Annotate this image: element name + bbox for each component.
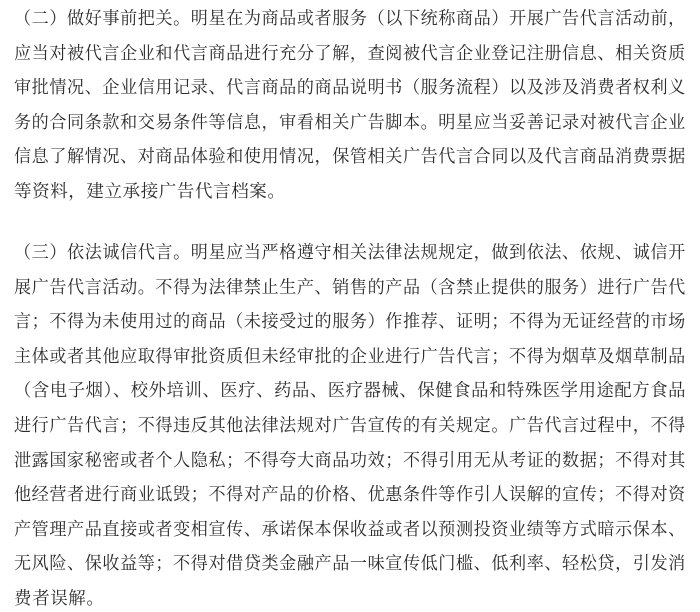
text-line: 进行广告代言；不得违反其他法律法规对广告宣传的有关规定。广告代言过程中，不得: [14, 415, 686, 436]
text-line: （三）依法诚信代言。明星应当严格遵守相关法律法规规定，做到依法、依规、诚信开: [14, 242, 686, 263]
paragraph-lawful-endorsement: [14, 240, 686, 612]
text-line: 展广告代言活动。不得为法律禁止生产、销售的产品（含禁止提供的服务）进行广告代: [14, 277, 686, 298]
text-line: 无风险、保收益等；不得对借贷类金融产品一味宣传低门槛、低利率、轻松贷，引发消: [14, 554, 686, 575]
text-line: （二）做好事前把关。明星在为商品或者服务（以下统称商品）开展广告代言活动前，: [14, 9, 686, 29]
text-line: （含电子烟）、校外培训、医疗、药品、医疗器械、保健食品和特殊医学用途配方食品: [14, 381, 687, 402]
text-line: 费者误解。: [14, 588, 105, 609]
text-line: 产管理产品直接或者变相宣传、承诺保本保收益或者以预测投资业绩等方式暗示保本、: [14, 519, 686, 540]
text-line: 信息了解情况、对商品体验和使用情况，保管相关广告代言合同以及代言商品消费票据: [14, 147, 686, 168]
text-line: 应当对被代言企业和代言商品进行充分了解，查阅被代言企业登记注册信息、相关资质: [14, 43, 686, 64]
text-line: 他经营者进行商业诋毁；不得对产品的价格、优惠条件等作引人误解的宣传；不得对资: [14, 485, 686, 506]
text-line: 等资料，建立承接广告代言档案。: [14, 181, 286, 202]
paragraph-pre-check: [14, 6, 686, 205]
paragraph-spacer: [14, 205, 686, 240]
text-line: 审批情况、企业信用记录、代言商品的商品说明书（服务流程）以及涉及消费者权利义: [14, 78, 686, 99]
text-line: 主体或者其他应取得审批资质但未经审批的企业进行广告代言；不得为烟草及烟草制品: [14, 346, 686, 367]
text-line: 言；不得为未使用过的商品（未接受过的服务）作推荐、证明；不得为无证经营的市场: [14, 312, 686, 333]
text-line: 泄露国家秘密或者个人隐私；不得夸大商品功效；不得引用无从考证的数据；不得对其: [14, 450, 686, 471]
text-line: 务的合同条款和交易条件等信息，审看相关广告脚本。明星应当妥善记录对被代言企业: [14, 112, 686, 133]
